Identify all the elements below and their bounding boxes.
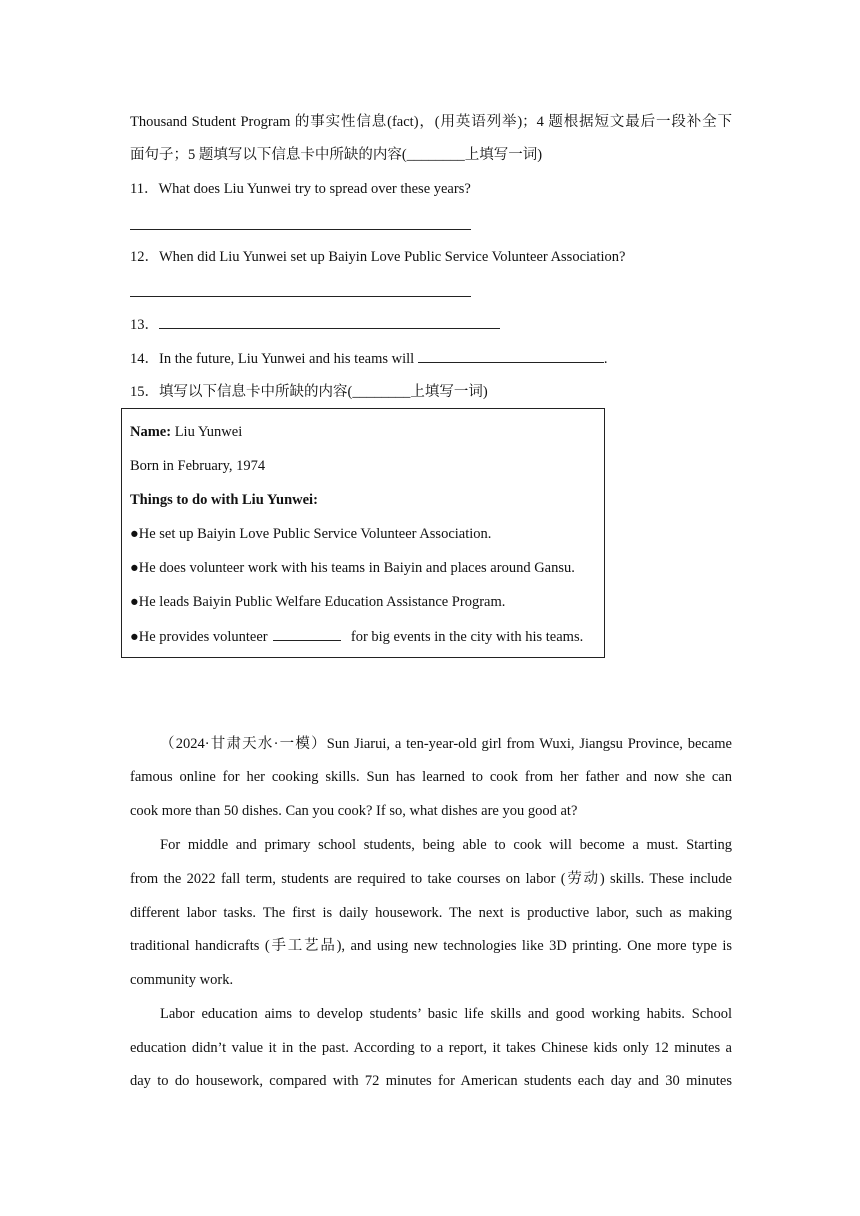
card-name-label: Name: [130, 424, 172, 440]
card-item-2: ●He does volunteer work with his teams in Baiyin and places around Gansu. [130, 560, 575, 576]
passage-p2-line3: different labor tasks. The first is daily housework. The next is productive labor, such as making [130, 905, 732, 921]
passage-p1-line2: famous online for her cooking skills. Sun has learned to cook from her father and now she can [130, 769, 732, 785]
card-item-1: ●He set up Baiyin Love Public Service Volunteer Association. [130, 526, 492, 542]
card-item-4 [130, 626, 583, 647]
instruction-line-1: Thousand Student Program 的事实性信息(fact)，(用英语列举)；4 题根据短文最后一段补全下 [130, 114, 732, 130]
passage-p1-line3: cook more than 50 dishes. Can you cook? If so, what dishes are you good at? [130, 803, 578, 819]
card-name-value: Liu Yunwei [171, 424, 243, 440]
card-item-4-text: ●He provides volunteer [130, 629, 272, 645]
passage-p1-line1: （2024·甘肃天水·一模）Sun Jiarui, a ten-year-old girl from Wuxi, Jiangsu Province, became [160, 736, 732, 752]
passage-p2-line5: community work. [130, 972, 234, 988]
question-14-text: 14．In the future, Liu Yunwei and his teams will [130, 351, 418, 367]
question-13 [130, 314, 500, 335]
card-answer-blank[interactable] [273, 626, 341, 641]
question-15: 15．填写以下信息卡中所缺的内容(________上填写一词) [130, 384, 488, 400]
card-item-3: ●He leads Baiyin Public Welfare Education Assistance Program. [130, 594, 506, 610]
question-14-end: . [603, 351, 608, 367]
passage-p2-line2: from the 2022 fall term, students are required to take courses on labor (劳动) skills. These include [130, 871, 732, 887]
question-14 [130, 348, 607, 369]
passage-p3-line2: education didn’t value it in the past. According to a report, it takes Chinese kids only 12 minutes a [130, 1040, 732, 1056]
instruction-line-2: 面句子；5 题填写以下信息卡中所缺的内容(________上填写一词) [130, 147, 543, 163]
card-name-row [130, 422, 242, 442]
answer-blank-14[interactable] [418, 348, 604, 363]
card-item-4-end: for big events in the city with his teams. [347, 629, 584, 645]
passage-p2-line4: traditional handicrafts (手工艺品), and using new technologies like 3D printing. One more type is [130, 938, 732, 954]
passage-p3-line1: Labor education aims to develop students’ basic life skills and good working habits. School [160, 1006, 732, 1022]
card-things-label-text: Things to do with Liu Yunwei: [130, 492, 318, 508]
answer-line-11[interactable] [130, 229, 471, 230]
question-11: 11．What does Liu Yunwei try to spread over these years? [130, 181, 471, 197]
question-13-number: 13． [130, 317, 159, 333]
passage-p3-line3: day to do housework, compared with 72 minutes for American students each day and 30 minutes [130, 1073, 732, 1089]
card-born: Born in February, 1974 [130, 458, 266, 474]
info-card [121, 408, 605, 658]
passage-p2-line1: For middle and primary school students, being able to cook will become a must. Starting [160, 837, 732, 853]
answer-line-12[interactable] [130, 296, 471, 297]
question-12: 12．When did Liu Yunwei set up Baiyin Love Public Service Volunteer Association? [130, 249, 626, 265]
card-things-label [130, 490, 318, 510]
answer-blank-13[interactable] [159, 314, 500, 329]
